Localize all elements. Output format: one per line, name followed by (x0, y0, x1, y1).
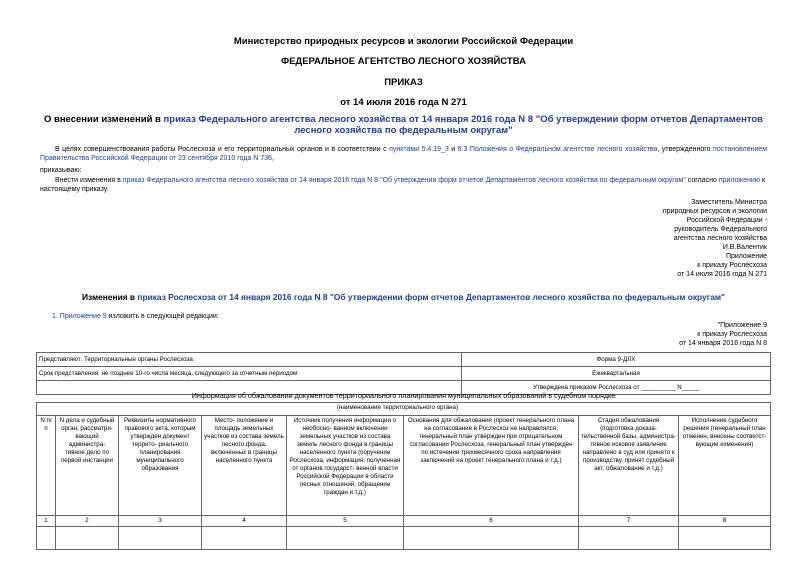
agency-name: ФЕДЕРАЛЬНОЕ АГЕНТСТВО ЛЕСНОГО ХОЗЯЙСТВА (280, 56, 526, 67)
empty-cell (287, 527, 404, 550)
column-header: Реквизиты нормативного правового акта, которым утвержден документ террито- риального планирования муниципального образования (119, 416, 202, 516)
column-number: 8 (679, 516, 771, 527)
changes-title-prefix: Изменения в (81, 292, 138, 302)
presenters-cell: Представляют: Территориальные органы Рослесхоза (37, 353, 462, 367)
column-header: Исполнение судебного решения (генеральный план отменен, внесены соответст- вующие изменения) (679, 416, 771, 516)
p1-text-b: и (448, 146, 458, 153)
p3-text-c: к настоящему приказу. (40, 177, 766, 193)
approved-cell: Утверждена приказом Рослесхоза от __________ N_____ (462, 381, 771, 395)
order-title-link[interactable]: приказ Федерального агентства лесного хозяйства от 14 января 2016 года N 8 "Об утверждении форм отчетов Департаментов лесного хозяйства по федеральным округам" (163, 114, 764, 136)
order-title (40, 114, 767, 136)
appendix-9-line: от 14 января 2016 года N 8 (679, 340, 767, 347)
p3-text-a: Внести изменения в (55, 177, 123, 184)
changes-title-link[interactable]: приказ Рослесхоза от 14 января 2016 года N 8 "Об утверждении форм отчетов Департаментов лесного хозяйства по федеральным округам" (137, 292, 726, 302)
column-number: 7 (579, 516, 679, 527)
appendix-9-line: "Приложение 9 (717, 322, 767, 329)
ministry-name: Министерство природных ресурсов и экологии Российской Федерации (233, 36, 574, 47)
item-1-number: 1. (52, 313, 60, 320)
signature-block (567, 198, 767, 279)
appendix-ref-line: от 14 июля 2016 года N 271 (677, 271, 767, 278)
column-number: 6 (404, 516, 579, 527)
doc-type: ПРИКАЗ (384, 77, 423, 88)
column-header: N п/п (37, 416, 56, 516)
table-number-row (37, 516, 771, 527)
signature-line: Российской Федерации - (686, 217, 767, 224)
p3-link-2[interactable]: приложению (718, 177, 761, 184)
column-header: Источник получения информации о необосно- ванном включении земельных участков из состава земель лесного фонда в границы населенного пункта (поручение Рослесхоза, информация, полученная от органов государст- венной власти Российской Федерации в области лесных отношений, обращение граждан и т.д.) (287, 416, 404, 516)
org-name-row: (наименование территориального органа) (37, 403, 771, 416)
table-empty-row (37, 527, 771, 550)
empty-cell (119, 527, 202, 550)
item-1-text: изложить в следующей редакции: (106, 313, 219, 320)
p1-link-2[interactable]: 6.3 Положения о Федеральном агентстве лесного хозяйства (457, 146, 658, 153)
empty-cell (56, 527, 119, 550)
p3-link-1[interactable]: приказ Федерального агентства лесного хозяйства от 14 января 2016 года N 8 "Об утверждении форм отчетов Департаментов лесного хозяйства по федеральным округам" (122, 177, 686, 184)
form-header-table (36, 352, 771, 395)
empty-cell (579, 527, 679, 550)
table-header-row (37, 416, 771, 516)
paragraph-2: приказываю: (40, 167, 82, 174)
appendix-ref-line: к приказу Рослесхоза (697, 262, 767, 269)
appendix-ref-line: Приложение (725, 253, 767, 260)
item-1 (52, 312, 219, 321)
column-number: 4 (202, 516, 287, 527)
order-title-prefix: О внесении изменений в (43, 114, 164, 125)
column-number: 2 (56, 516, 119, 527)
p1-text-a: В целях совершенствования работы Рослесхоза и его территориальных органов и в соответствии с (55, 146, 390, 153)
paragraph-1 (40, 145, 767, 163)
empty-cell (404, 527, 579, 550)
empty-cell (202, 527, 287, 550)
column-number: 3 (119, 516, 202, 527)
paragraph-3 (40, 176, 767, 194)
signature-line: руководитель Федерального (674, 226, 767, 233)
column-header: N дела и судебный орган, рассматри- вающий администра- тивное дело по первой инстанции (56, 416, 119, 516)
changes-title (0, 292, 807, 302)
signature-name: И.В.Валентик (722, 244, 767, 251)
appendix-9-ref (567, 321, 767, 348)
p1-link-1[interactable]: пунктами 5.4.19_3 (389, 146, 449, 153)
column-header: Стадия обжалования (подготовка доказа- тельственной базы, администра- тивное исковое заявление направлено в суд или принято к производству, принят судебный акт, обжалование и т.д.) (579, 416, 679, 516)
column-header: Место- положение и площадь земельных участков из состава земель лесного фонда, включенных в границы населенного пункта (202, 416, 287, 516)
signature-line: природных ресурсов и экологии (662, 208, 767, 215)
column-number: 1 (37, 516, 56, 527)
periodicity-cell: Ежеквартальная (462, 367, 771, 381)
report-title: Информация об обжаловании документов территориального планирования муниципальных образований в судебном порядке (191, 391, 616, 400)
form-number-cell: Форма 9-ДЛХ (462, 353, 771, 367)
item-1-link[interactable]: Приложение 9 (59, 313, 107, 320)
signature-line: Заместитель Министра (691, 199, 767, 206)
doc-date: от 14 июля 2016 года N 271 (340, 97, 467, 108)
report-table (36, 402, 771, 550)
column-header: Основания для обжалования (проект генерального плана на согласование в Рослесхоз не направлялся, генеральный план утвержден при отрицательном согласовании Рослесхоза, генеральный план утвержден по истечении трехмесячного срока направления заключений на проект генерального плана и т.д.) (404, 416, 579, 516)
deadline-cell: Срок представления: не позднее 10-го числа месяца, следующего за отчетным периодом (37, 367, 462, 381)
p1-link-3[interactable]: постановлением Правительства Российской Федерации от 23 сентября 2010 года N 736 (40, 146, 768, 162)
p3-text-b: согласно (685, 177, 719, 184)
p1-text-c: , утвержденного (657, 146, 714, 153)
empty-cell (679, 527, 771, 550)
signature-line: агентства лесного хозяйства (673, 235, 767, 242)
p1-text-d: , (271, 155, 274, 162)
appendix-9-line: к приказу Рослесхоза (697, 331, 767, 338)
empty-cell (37, 527, 56, 550)
column-number: 5 (287, 516, 404, 527)
